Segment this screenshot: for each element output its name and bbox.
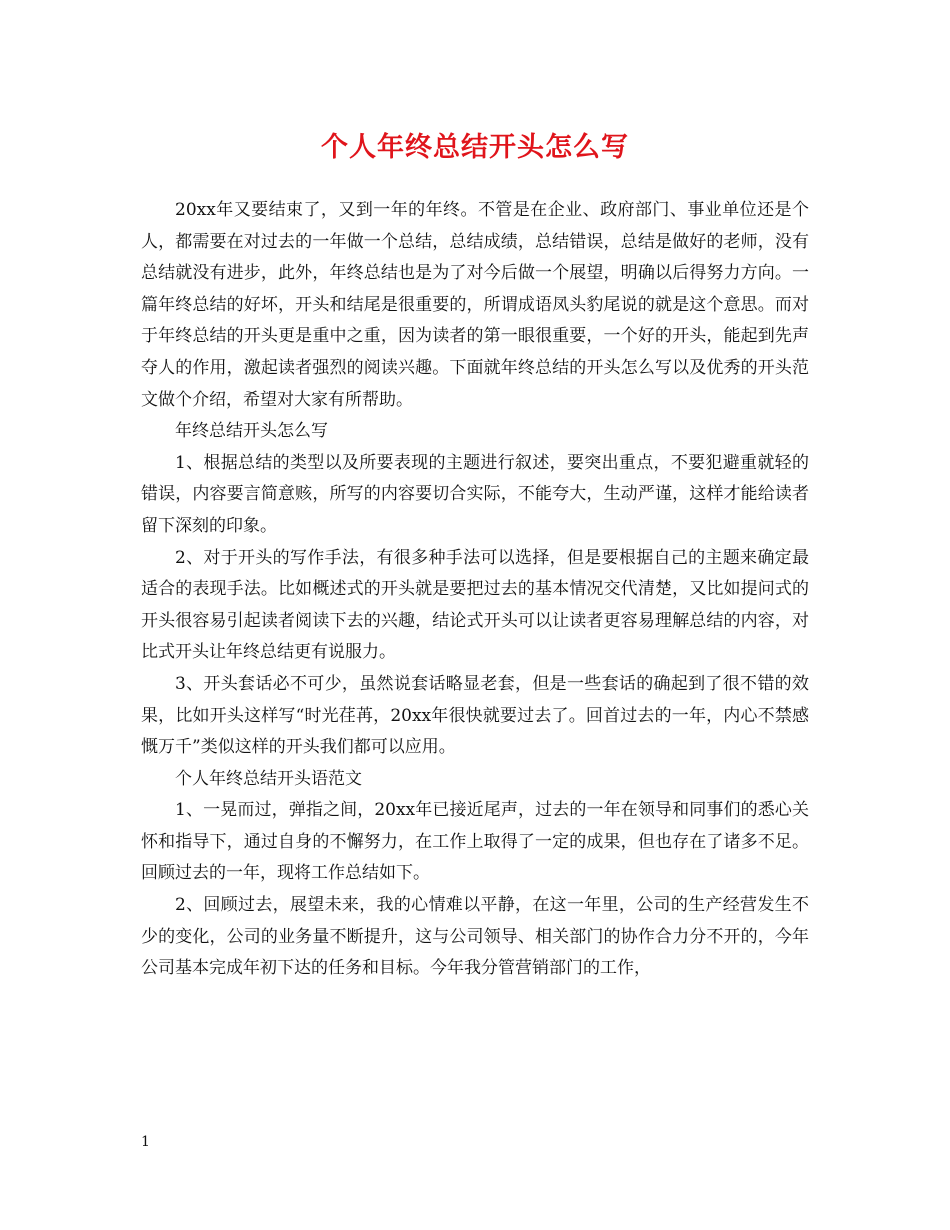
section-heading-examples: 个人年终总结开头语范文 — [175, 768, 362, 789]
document-body — [141, 195, 809, 985]
paragraph-example-2: 2、回顾过去，展望未来，我的心情难以平静，在这一年里，公司的生产经营发生不少的变化，公司的业务量不断提升，这与公司领导、相关部门的协作合力分不开的，今年公司基本完成年初下达的任务和目标。今年我分管营销部门的工作， — [141, 895, 809, 979]
section-heading-how-to-write: 年终总结开头怎么写 — [175, 421, 328, 442]
document-title: 个人年终总结开头怎么写 — [321, 132, 629, 163]
paragraph-tip-1: 1、根据总结的类型以及所要表现的主题进行叙述，要突出重点，不要犯避重就轻的错误，内容要言简意赅，所写的内容要切合实际，不能夸大，生动严谨，这样才能给读者留下深刻的印象。 — [141, 452, 809, 536]
paragraph-example-1: 1、一晃而过，弹指之间，20xx年已接近尾声，过去的一年在领导和同事们的悉心关怀和指导下，通过自身的不懈努力，在工作上取得了一定的成果，但也存在了诸多不足。回顾过去的一年，现将工作总结如下。 — [141, 800, 809, 884]
paragraph-tip-3: 3、开头套话必不可少，虽然说套话略显老套，但是一些套话的确起到了很不错的效果，比如开头这样写“时光荏苒，20xx年很快就要过去了。回首过去的一年，内心不禁感慨万千”类似这样的开头我们都可以应用。 — [141, 673, 809, 758]
paragraph-intro: 20xx年又要结束了，又到一年的年终。不管是在企业、政府部门、事业单位还是个人，都需要在对过去的一年做一个总结，总结成绩，总结错误，总结是做好的老师，没有总结就没有进步，此外，年终总结也是为了对今后做一个展望，明确以后得努力方向。一篇年终总结的好坏，开头和结尾是很重要的，所谓成语凤头豹尾说的就是这个意思。而对于年终总结的开头更是重中之重，因为读者的第一眼很重要，一个好的开头，能起到先声夺人的作用，激起读者强烈的阅读兴趣。下面就年终总结的开头怎么写以及优秀的开头范文做个介绍，希望对大家有所帮助。 — [141, 200, 809, 410]
page-number: 1 — [141, 1134, 150, 1150]
paragraph-tip-2: 2、对于开头的写作手法，有很多种手法可以选择，但是要根据自己的主题来确定最适合的表现手法。比如概述式的开头就是要把过去的基本情况交代清楚，又比如提问式的开头很容易引起读者阅读下去的兴趣，结论式开头可以让读者更容易理解总结的内容，对比式开头让年终总结更有说服力。 — [141, 547, 809, 663]
